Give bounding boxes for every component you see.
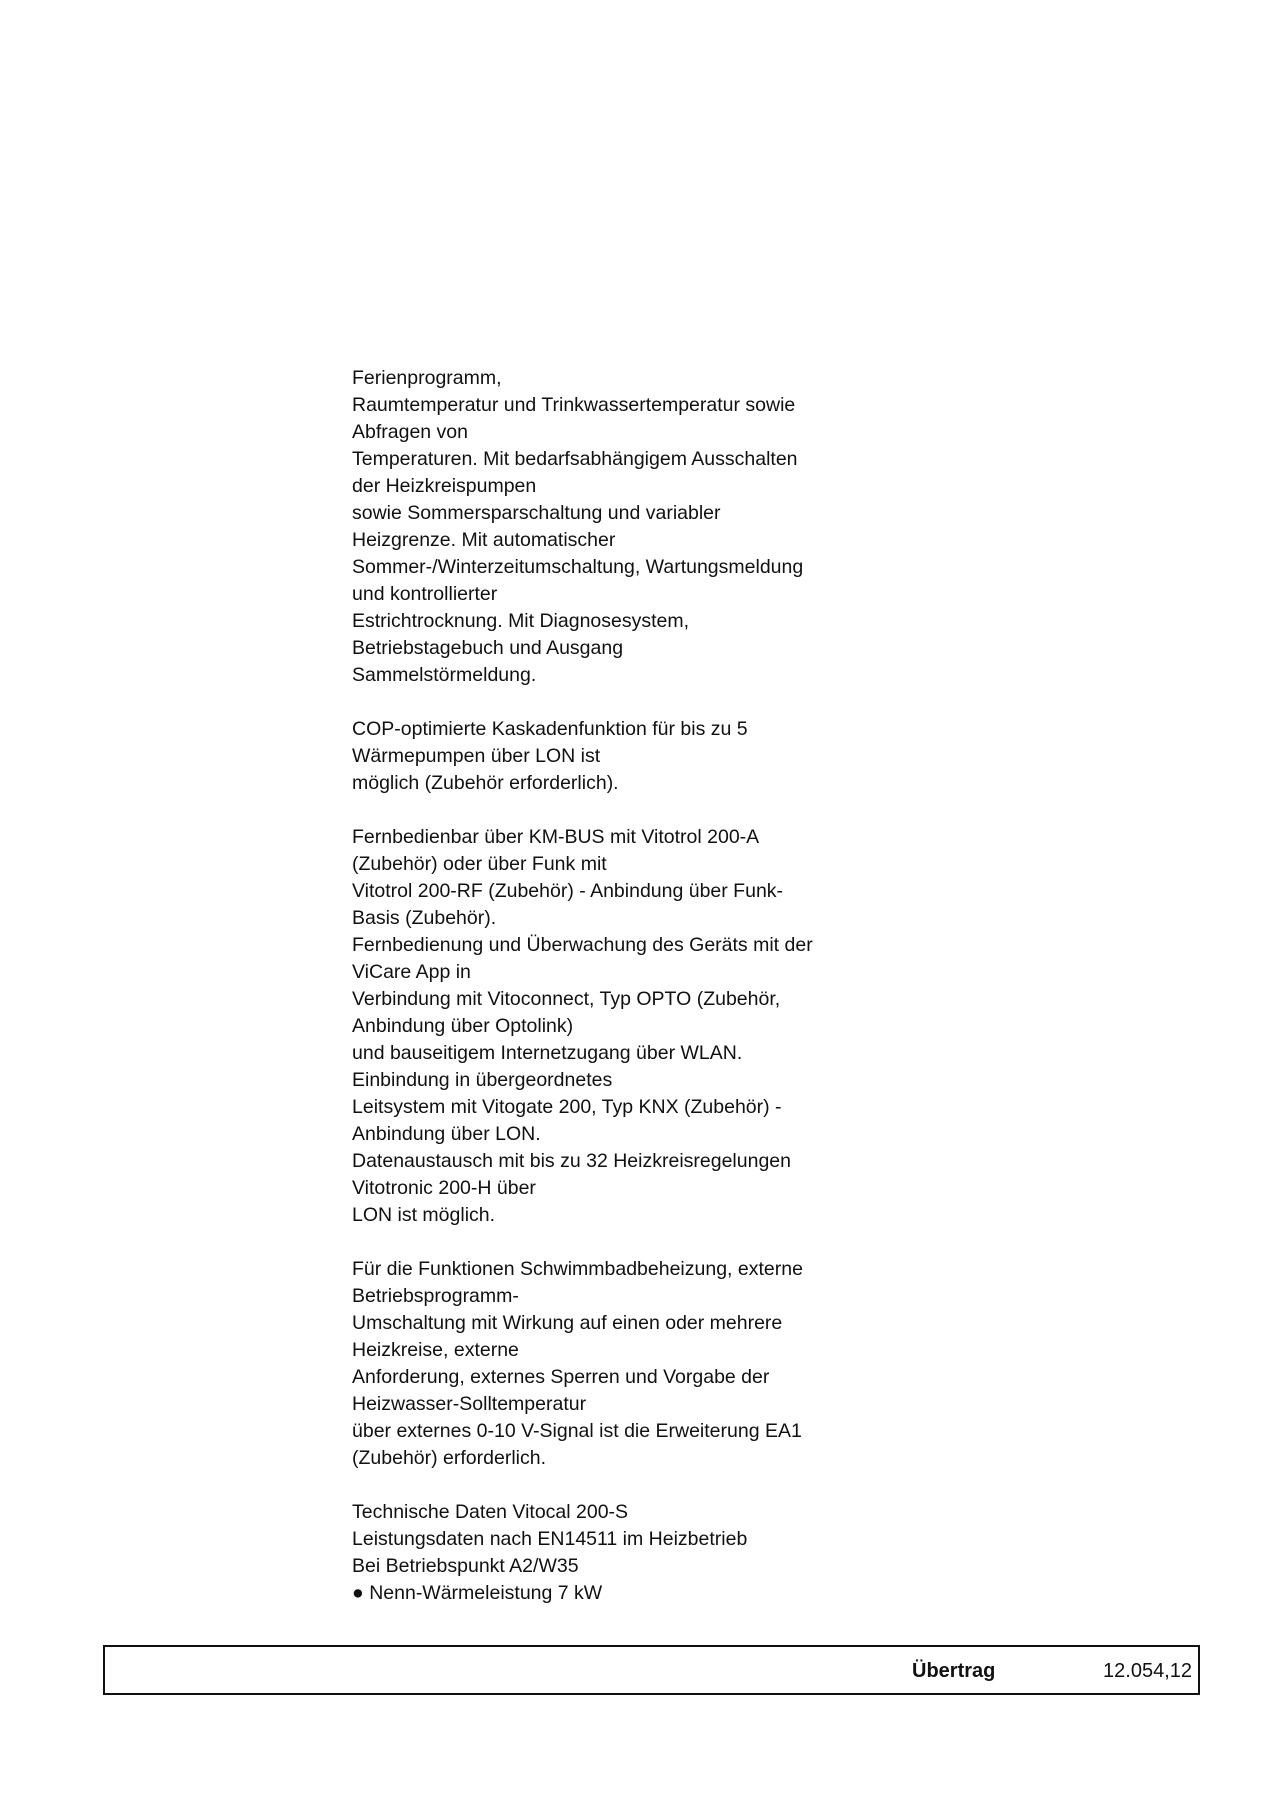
paragraph-extension — [352, 1256, 912, 1472]
text-line: sowie Sommersparschaltung und variabler — [352, 502, 721, 524]
text-line: Anbindung über Optolink) — [352, 1015, 574, 1037]
text-line: Estrichtrocknung. Mit Diagnosesystem, — [352, 610, 690, 632]
paragraph-cascade — [352, 716, 912, 797]
text-line: Leitsystem mit Vitogate 200, Typ KNX (Zubehör) - — [352, 1096, 782, 1118]
text-line: Heizwasser-Solltemperatur — [352, 1393, 587, 1415]
text-line: Fernbedienung und Überwachung des Geräts mit der — [352, 934, 813, 956]
carry-over-amount: 12.054,12 — [1103, 1660, 1192, 1682]
text-line: Wärmepumpen über LON ist — [352, 745, 601, 767]
text-line: Leistungsdaten nach EN14511 im Heizbetrieb — [352, 1528, 748, 1550]
text-line: über externes 0-10 V-Signal ist die Erweiterung EA1 — [352, 1420, 802, 1442]
text-line: Temperaturen. Mit bedarfsabhängigem Ausschalten — [352, 448, 798, 470]
text-line: Heizgrenze. Mit automatischer — [352, 529, 616, 551]
text-line: ViCare App in — [352, 961, 471, 983]
text-line: ● Nenn-Wärmeleistung 7 kW — [352, 1582, 603, 1604]
text-line: Basis (Zubehör). — [352, 907, 497, 929]
text-line: Anbindung über LON. — [352, 1123, 541, 1145]
text-line: Für die Funktionen Schwimmbadbeheizung, externe — [352, 1258, 803, 1280]
text-line: Technische Daten Vitocal 200-S — [352, 1501, 629, 1523]
text-line: der Heizkreispumpen — [352, 475, 537, 497]
description-text — [352, 365, 912, 1607]
text-line: (Zubehör) erforderlich. — [352, 1447, 546, 1469]
text-line: (Zubehör) oder über Funk mit — [352, 853, 607, 875]
carry-over-label: Übertrag — [912, 1660, 996, 1682]
text-line: möglich (Zubehör erforderlich). — [352, 772, 619, 794]
text-line: Ferienprogramm, — [352, 367, 502, 389]
text-line: Vitotronic 200-H über — [352, 1177, 536, 1199]
text-line: Umschaltung mit Wirkung auf einen oder mehrere — [352, 1312, 783, 1334]
text-line: Raumtemperatur und Trinkwassertemperatur sowie — [352, 394, 796, 416]
text-line: Sommer-/Winterzeitumschaltung, Wartungsmeldung — [352, 556, 804, 578]
text-line: Abfragen von — [352, 421, 469, 443]
text-line: Verbindung mit Vitoconnect, Typ OPTO (Zubehör, — [352, 988, 781, 1010]
text-line: Betriebsprogramm- — [352, 1285, 519, 1307]
text-line: Heizkreise, externe — [352, 1339, 519, 1361]
text-line: Anforderung, externes Sperren und Vorgabe der — [352, 1366, 770, 1388]
text-line: Betriebstagebuch und Ausgang — [352, 637, 624, 659]
paragraph-technical-data — [352, 1499, 912, 1607]
carry-over-box — [103, 1645, 1200, 1695]
paragraph-remote-control — [352, 824, 912, 1229]
text-line: Datenaustausch mit bis zu 32 Heizkreisregelungen — [352, 1150, 791, 1172]
text-line: und kontrollierter — [352, 583, 498, 605]
text-line: und bauseitigem Internetzugang über WLAN. — [352, 1042, 743, 1064]
text-line: Einbindung in übergeordnetes — [352, 1069, 613, 1091]
text-line: LON ist möglich. — [352, 1204, 496, 1226]
text-line: COP-optimierte Kaskadenfunktion für bis zu 5 — [352, 718, 748, 740]
text-line: Bei Betriebspunkt A2/W35 — [352, 1555, 579, 1577]
paragraph-control-functions — [352, 365, 912, 689]
text-line: Vitotrol 200-RF (Zubehör) - Anbindung über Funk- — [352, 880, 784, 902]
text-line: Sammelstörmeldung. — [352, 664, 537, 686]
text-line: Fernbedienbar über KM-BUS mit Vitotrol 200-A — [352, 826, 760, 848]
